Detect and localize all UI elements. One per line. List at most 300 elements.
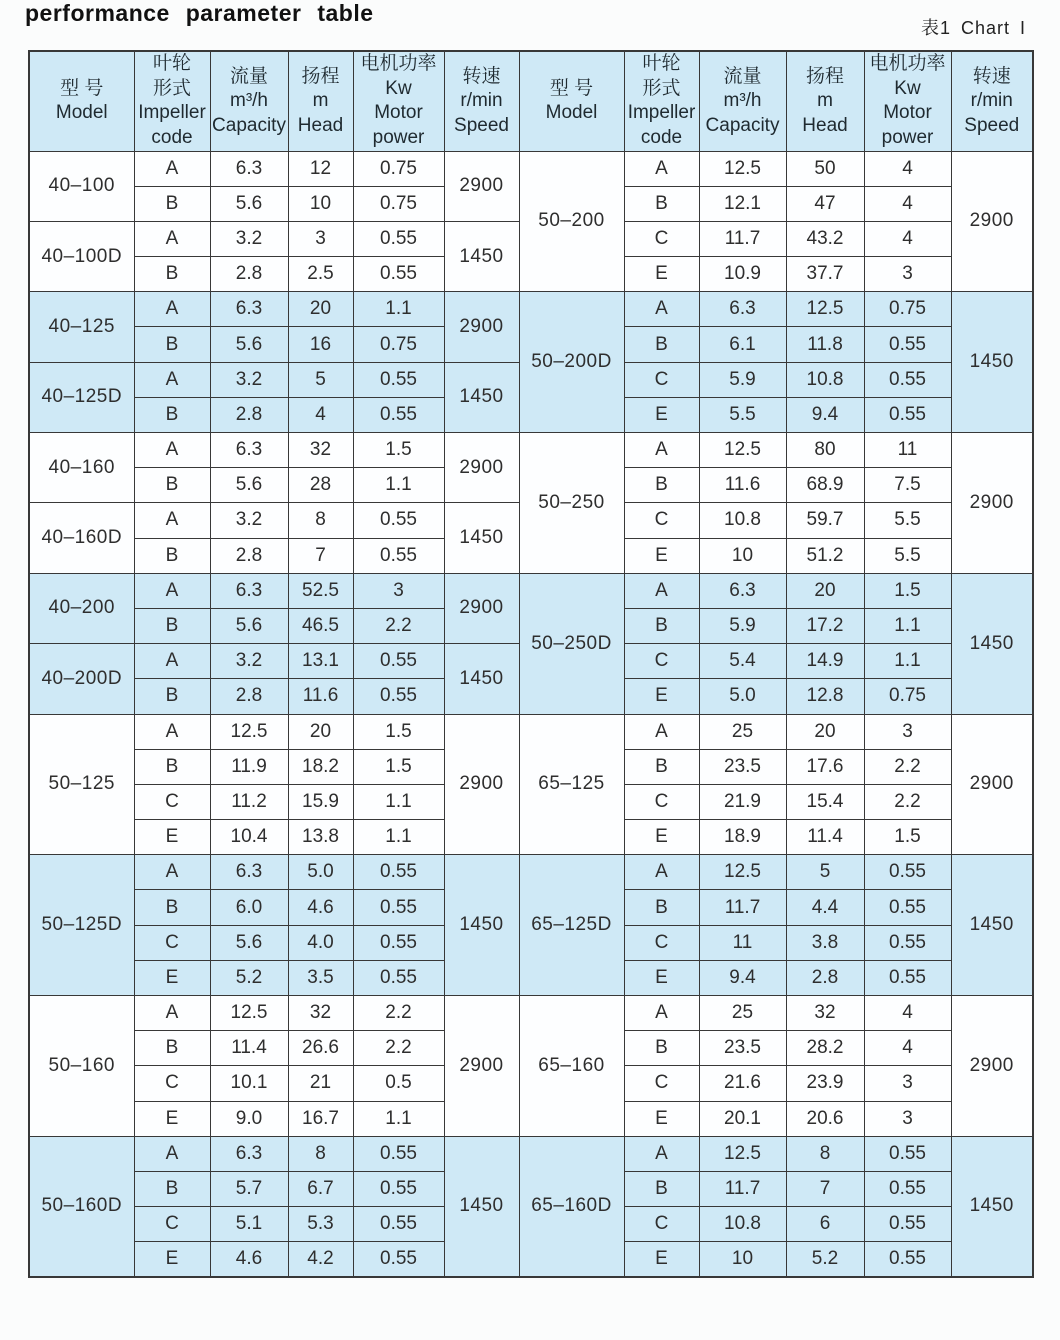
- motor-power-cell: 0.55: [353, 1242, 444, 1277]
- model-cell: 40–100: [29, 151, 134, 221]
- impeller-code-cell: E: [624, 960, 699, 995]
- capacity-cell: 6.3: [210, 151, 288, 186]
- head-cell: 2.8: [786, 960, 864, 995]
- capacity-cell: 5.6: [210, 468, 288, 503]
- impeller-code-cell: B: [134, 749, 210, 784]
- header-line: m: [817, 90, 833, 111]
- capacity-cell: 12.5: [699, 151, 786, 186]
- head-cell: 7: [288, 538, 353, 573]
- header-line: power: [881, 126, 934, 148]
- impeller-code-cell: C: [134, 1207, 210, 1242]
- motor-power-cell: 0.55: [864, 925, 951, 960]
- header-cell-impeller-code: [624, 51, 699, 151]
- model-cell: 50–200: [519, 151, 624, 292]
- capacity-cell: 10.4: [210, 820, 288, 855]
- header-line: m³/h: [723, 90, 762, 111]
- motor-power-cell: 0.55: [353, 960, 444, 995]
- header-line: 扬程: [301, 65, 340, 87]
- capacity-cell: 9.0: [210, 1101, 288, 1136]
- header-line: 叶轮: [152, 53, 191, 75]
- impeller-code-cell: E: [624, 820, 699, 855]
- motor-power-cell: 1.5: [864, 573, 951, 608]
- motor-power-cell: 5.5: [864, 538, 951, 573]
- motor-power-cell: 0.55: [353, 1171, 444, 1206]
- impeller-code-cell: C: [624, 925, 699, 960]
- motor-power-cell: 4: [864, 186, 951, 221]
- header-cell-head: [786, 51, 864, 151]
- model-cell: 65–125: [519, 714, 624, 855]
- motor-power-cell: 3: [864, 714, 951, 749]
- impeller-code-cell: B: [134, 608, 210, 643]
- impeller-code-cell: B: [624, 608, 699, 643]
- capacity-cell: 6.3: [210, 433, 288, 468]
- head-cell: 3.8: [786, 925, 864, 960]
- motor-power-cell: 0.55: [353, 644, 444, 679]
- table-row: [29, 714, 1033, 749]
- impeller-code-cell: B: [134, 890, 210, 925]
- impeller-code-cell: C: [624, 784, 699, 819]
- header-cell-motor-power: [864, 51, 951, 151]
- speed-cell: 2900: [444, 151, 519, 221]
- speed-cell: 1450: [444, 1136, 519, 1277]
- impeller-code-cell: E: [624, 257, 699, 292]
- head-cell: 8: [786, 1136, 864, 1171]
- capacity-cell: 6.3: [210, 855, 288, 890]
- head-cell: 80: [786, 433, 864, 468]
- motor-power-cell: 1.5: [353, 749, 444, 784]
- header-line: Head: [297, 114, 344, 136]
- impeller-code-cell: C: [134, 784, 210, 819]
- header-cell-speed: [444, 51, 519, 151]
- speed-cell: 1450: [951, 855, 1033, 996]
- capacity-cell: 5.6: [210, 327, 288, 362]
- head-cell: 28: [288, 468, 353, 503]
- impeller-code-cell: E: [624, 679, 699, 714]
- table-body: [29, 151, 1033, 1277]
- capacity-cell: 5.5: [699, 397, 786, 432]
- header-line: m: [312, 90, 329, 111]
- model-cell: 40–125D: [29, 362, 134, 432]
- header-cell-impeller-code: [134, 51, 210, 151]
- header-line: power: [372, 126, 425, 148]
- capacity-cell: 5.6: [210, 608, 288, 643]
- model-cell: 40–200D: [29, 644, 134, 714]
- header-line: code: [640, 126, 683, 148]
- speed-cell: 1450: [444, 855, 519, 996]
- header-line: 型 号: [60, 77, 104, 99]
- motor-power-cell: 7.5: [864, 468, 951, 503]
- impeller-code-cell: E: [134, 820, 210, 855]
- impeller-code-cell: A: [134, 573, 210, 608]
- motor-power-cell: 1.1: [353, 784, 444, 819]
- speed-cell: 1450: [444, 644, 519, 714]
- table-row: [29, 855, 1033, 890]
- impeller-code-cell: B: [134, 257, 210, 292]
- head-cell: 15.9: [288, 784, 353, 819]
- head-cell: 5: [786, 855, 864, 890]
- motor-power-cell: 5.5: [864, 503, 951, 538]
- capacity-cell: 12.5: [210, 714, 288, 749]
- capacity-cell: 2.8: [210, 679, 288, 714]
- impeller-code-cell: A: [134, 151, 210, 186]
- capacity-cell: 10.9: [699, 257, 786, 292]
- impeller-code-cell: E: [134, 960, 210, 995]
- motor-power-cell: 2.2: [864, 749, 951, 784]
- header-line: Speed: [454, 114, 509, 136]
- table-row: [29, 996, 1033, 1031]
- capacity-cell: 6.3: [210, 1136, 288, 1171]
- motor-power-cell: 0.55: [864, 960, 951, 995]
- capacity-cell: 3.2: [210, 503, 288, 538]
- capacity-cell: 23.5: [699, 1031, 786, 1066]
- impeller-code-cell: A: [624, 714, 699, 749]
- head-cell: 20: [288, 714, 353, 749]
- impeller-code-cell: B: [624, 327, 699, 362]
- header-line: Head: [802, 114, 848, 136]
- impeller-code-cell: A: [624, 996, 699, 1031]
- model-cell: 65–160D: [519, 1136, 624, 1277]
- motor-power-cell: 0.55: [864, 1171, 951, 1206]
- capacity-cell: 9.4: [699, 960, 786, 995]
- header-line: Speed: [964, 114, 1020, 136]
- impeller-code-cell: E: [134, 1101, 210, 1136]
- motor-power-cell: 1.1: [353, 1101, 444, 1136]
- capacity-cell: 11.7: [699, 221, 786, 256]
- impeller-code-cell: A: [134, 996, 210, 1031]
- capacity-cell: 5.4: [699, 644, 786, 679]
- table-header: [29, 51, 1033, 151]
- impeller-code-cell: B: [624, 186, 699, 221]
- capacity-cell: 5.6: [210, 186, 288, 221]
- table-row: [29, 433, 1033, 468]
- capacity-cell: 23.5: [699, 749, 786, 784]
- head-cell: 50: [786, 151, 864, 186]
- capacity-cell: 21.9: [699, 784, 786, 819]
- model-cell: 40–160: [29, 433, 134, 503]
- head-cell: 26.6: [288, 1031, 353, 1066]
- header-cell-model: [29, 51, 134, 151]
- capacity-cell: 12.5: [699, 1136, 786, 1171]
- head-cell: 17.2: [786, 608, 864, 643]
- header-line: 叶轮: [642, 53, 681, 75]
- impeller-code-cell: C: [624, 503, 699, 538]
- head-cell: 18.2: [288, 749, 353, 784]
- motor-power-cell: 0.75: [864, 679, 951, 714]
- header-line: 形式: [642, 77, 681, 99]
- motor-power-cell: 0.55: [353, 1136, 444, 1171]
- motor-power-cell: 0.55: [864, 362, 951, 397]
- motor-power-cell: 0.55: [864, 855, 951, 890]
- impeller-code-cell: C: [134, 925, 210, 960]
- header-cell-capacity: [210, 51, 288, 151]
- header-line: 转速: [462, 65, 501, 87]
- header-line: Impeller: [138, 102, 206, 124]
- impeller-code-cell: C: [624, 362, 699, 397]
- head-cell: 21: [288, 1066, 353, 1101]
- capacity-cell: 12.5: [699, 433, 786, 468]
- motor-power-cell: 1.1: [353, 292, 444, 327]
- capacity-cell: 10.1: [210, 1066, 288, 1101]
- head-cell: 43.2: [786, 221, 864, 256]
- speed-cell: 1450: [951, 573, 1033, 714]
- capacity-cell: 6.3: [699, 292, 786, 327]
- impeller-code-cell: A: [134, 433, 210, 468]
- motor-power-cell: 2.2: [353, 996, 444, 1031]
- speed-cell: 2900: [951, 151, 1033, 292]
- impeller-code-cell: C: [134, 1066, 210, 1101]
- head-cell: 15.4: [786, 784, 864, 819]
- head-cell: 6: [786, 1207, 864, 1242]
- head-cell: 5.0: [288, 855, 353, 890]
- capacity-cell: 6.3: [210, 573, 288, 608]
- head-cell: 14.9: [786, 644, 864, 679]
- header-line: 形式: [152, 77, 191, 99]
- header-line: Kw: [385, 77, 412, 99]
- model-cell: 65–125D: [519, 855, 624, 996]
- model-cell: 50–200D: [519, 292, 624, 433]
- head-cell: 20: [288, 292, 353, 327]
- table-row: [29, 1136, 1033, 1171]
- impeller-code-cell: C: [624, 221, 699, 256]
- page-title: performance parameter table: [25, 0, 374, 26]
- head-cell: 10: [288, 186, 353, 221]
- head-cell: 16.7: [288, 1101, 353, 1136]
- header-line: m³/h: [230, 90, 268, 111]
- motor-power-cell: 0.55: [353, 890, 444, 925]
- capacity-cell: 20.1: [699, 1101, 786, 1136]
- head-cell: 11.6: [288, 679, 353, 714]
- model-cell: 40–125: [29, 292, 134, 362]
- head-cell: 7: [786, 1171, 864, 1206]
- motor-power-cell: 0.75: [864, 292, 951, 327]
- impeller-code-cell: B: [134, 679, 210, 714]
- motor-power-cell: 0.55: [864, 1242, 951, 1277]
- impeller-code-cell: B: [134, 1171, 210, 1206]
- motor-power-cell: 0.55: [353, 925, 444, 960]
- header-cell-model: [519, 51, 624, 151]
- capacity-cell: 10: [699, 1242, 786, 1277]
- motor-power-cell: 3: [864, 1066, 951, 1101]
- head-cell: 47: [786, 186, 864, 221]
- model-cell: 65–160: [519, 996, 624, 1137]
- header-line: Kw: [894, 77, 921, 99]
- head-cell: 11.8: [786, 327, 864, 362]
- capacity-cell: 10: [699, 538, 786, 573]
- head-cell: 5.2: [786, 1242, 864, 1277]
- impeller-code-cell: A: [624, 433, 699, 468]
- header-line: r/min: [460, 90, 503, 111]
- impeller-code-cell: A: [624, 292, 699, 327]
- impeller-code-cell: E: [624, 1242, 699, 1277]
- motor-power-cell: 0.55: [353, 503, 444, 538]
- header-line: Capacity: [212, 114, 286, 136]
- motor-power-cell: 0.55: [864, 327, 951, 362]
- impeller-code-cell: C: [624, 1066, 699, 1101]
- impeller-code-cell: B: [624, 1171, 699, 1206]
- motor-power-cell: 1.5: [864, 820, 951, 855]
- head-cell: 9.4: [786, 397, 864, 432]
- header-row: [29, 51, 1033, 151]
- capacity-cell: 5.1: [210, 1207, 288, 1242]
- impeller-code-cell: B: [134, 327, 210, 362]
- speed-cell: 2900: [444, 573, 519, 643]
- header-line: Capacity: [705, 114, 780, 136]
- header-line: code: [151, 126, 193, 148]
- capacity-cell: 11: [699, 925, 786, 960]
- header-line: 流量: [229, 65, 268, 87]
- model-cell: 50–125D: [29, 855, 134, 996]
- head-cell: 23.9: [786, 1066, 864, 1101]
- head-cell: 16: [288, 327, 353, 362]
- impeller-code-cell: A: [624, 151, 699, 186]
- model-cell: 50–250: [519, 433, 624, 574]
- capacity-cell: 11.7: [699, 890, 786, 925]
- impeller-code-cell: E: [134, 1242, 210, 1277]
- header-line: 转速: [972, 65, 1011, 87]
- capacity-cell: 5.6: [210, 925, 288, 960]
- head-cell: 4.6: [288, 890, 353, 925]
- header-cell-motor-power: [353, 51, 444, 151]
- head-cell: 13.1: [288, 644, 353, 679]
- impeller-code-cell: A: [134, 362, 210, 397]
- head-cell: 32: [288, 996, 353, 1031]
- head-cell: 12.5: [786, 292, 864, 327]
- motor-power-cell: 4: [864, 221, 951, 256]
- motor-power-cell: 0.55: [864, 1136, 951, 1171]
- motor-power-cell: 3: [864, 257, 951, 292]
- capacity-cell: 10.8: [699, 503, 786, 538]
- impeller-code-cell: B: [624, 1031, 699, 1066]
- impeller-code-cell: C: [624, 1207, 699, 1242]
- impeller-code-cell: B: [134, 186, 210, 221]
- head-cell: 20: [786, 573, 864, 608]
- impeller-code-cell: A: [134, 221, 210, 256]
- motor-power-cell: 0.55: [353, 679, 444, 714]
- head-cell: 68.9: [786, 468, 864, 503]
- speed-cell: 2900: [444, 433, 519, 503]
- capacity-cell: 6.1: [699, 327, 786, 362]
- speed-cell: 2900: [951, 433, 1033, 574]
- head-cell: 10.8: [786, 362, 864, 397]
- capacity-cell: 12.1: [699, 186, 786, 221]
- head-cell: 5.3: [288, 1207, 353, 1242]
- header-line: 型 号: [549, 77, 594, 99]
- capacity-cell: 6.0: [210, 890, 288, 925]
- impeller-code-cell: A: [134, 855, 210, 890]
- impeller-code-cell: A: [134, 292, 210, 327]
- capacity-cell: 3.2: [210, 644, 288, 679]
- impeller-code-cell: E: [624, 1101, 699, 1136]
- capacity-cell: 11.7: [699, 1171, 786, 1206]
- motor-power-cell: 1.1: [353, 820, 444, 855]
- speed-cell: 2900: [444, 714, 519, 855]
- motor-power-cell: 4: [864, 151, 951, 186]
- capacity-cell: 25: [699, 714, 786, 749]
- impeller-code-cell: B: [624, 890, 699, 925]
- motor-power-cell: 2.2: [353, 1031, 444, 1066]
- speed-cell: 1450: [951, 292, 1033, 433]
- head-cell: 51.2: [786, 538, 864, 573]
- capacity-cell: 11.6: [699, 468, 786, 503]
- capacity-cell: 5.9: [699, 608, 786, 643]
- head-cell: 8: [288, 1136, 353, 1171]
- header-cell-head: [288, 51, 353, 151]
- header-line: 流量: [723, 65, 762, 87]
- head-cell: 17.6: [786, 749, 864, 784]
- capacity-cell: 12.5: [210, 996, 288, 1031]
- table-row: [29, 573, 1033, 608]
- motor-power-cell: 0.55: [864, 397, 951, 432]
- capacity-cell: 5.9: [699, 362, 786, 397]
- impeller-code-cell: A: [624, 855, 699, 890]
- speed-cell: 1450: [444, 221, 519, 291]
- head-cell: 6.7: [288, 1171, 353, 1206]
- impeller-code-cell: B: [134, 397, 210, 432]
- capacity-cell: 11.2: [210, 784, 288, 819]
- header-line: 电机功率: [360, 53, 437, 75]
- motor-power-cell: 3: [353, 573, 444, 608]
- motor-power-cell: 0.55: [353, 362, 444, 397]
- impeller-code-cell: A: [624, 573, 699, 608]
- motor-power-cell: 4: [864, 996, 951, 1031]
- motor-power-cell: 0.55: [353, 397, 444, 432]
- speed-cell: 1450: [951, 1136, 1033, 1277]
- header-line: Model: [545, 102, 598, 124]
- motor-power-cell: 0.5: [353, 1066, 444, 1101]
- impeller-code-cell: B: [624, 468, 699, 503]
- motor-power-cell: 3: [864, 1101, 951, 1136]
- motor-power-cell: 2.2: [864, 784, 951, 819]
- header-line: r/min: [970, 90, 1013, 111]
- motor-power-cell: 0.55: [353, 1207, 444, 1242]
- head-cell: 32: [288, 433, 353, 468]
- head-cell: 4: [288, 397, 353, 432]
- capacity-cell: 5.2: [210, 960, 288, 995]
- capacity-cell: 10.8: [699, 1207, 786, 1242]
- impeller-code-cell: A: [134, 714, 210, 749]
- motor-power-cell: 1.1: [864, 608, 951, 643]
- model-cell: 40–200: [29, 573, 134, 643]
- motor-power-cell: 0.55: [353, 855, 444, 890]
- model-cell: 50–125: [29, 714, 134, 855]
- performance-parameter-table: [28, 50, 1034, 1278]
- capacity-cell: 2.8: [210, 257, 288, 292]
- impeller-code-cell: B: [134, 1031, 210, 1066]
- impeller-code-cell: E: [624, 538, 699, 573]
- head-cell: 37.7: [786, 257, 864, 292]
- capacity-cell: 21.6: [699, 1066, 786, 1101]
- speed-cell: 2900: [951, 996, 1033, 1137]
- head-cell: 4.2: [288, 1242, 353, 1277]
- header-line: Model: [55, 102, 108, 124]
- capacity-cell: 2.8: [210, 538, 288, 573]
- motor-power-cell: 0.75: [353, 186, 444, 221]
- motor-power-cell: 1.5: [353, 714, 444, 749]
- capacity-cell: 6.3: [699, 573, 786, 608]
- speed-cell: 1450: [444, 503, 519, 573]
- head-cell: 13.8: [288, 820, 353, 855]
- impeller-code-cell: A: [624, 1136, 699, 1171]
- impeller-code-cell: E: [624, 397, 699, 432]
- head-cell: 2.5: [288, 257, 353, 292]
- motor-power-cell: 2.2: [353, 608, 444, 643]
- model-cell: 40–100D: [29, 221, 134, 291]
- speed-cell: 2900: [444, 996, 519, 1137]
- head-cell: 28.2: [786, 1031, 864, 1066]
- model-cell: 40–160D: [29, 503, 134, 573]
- impeller-code-cell: C: [624, 644, 699, 679]
- head-cell: 3.5: [288, 960, 353, 995]
